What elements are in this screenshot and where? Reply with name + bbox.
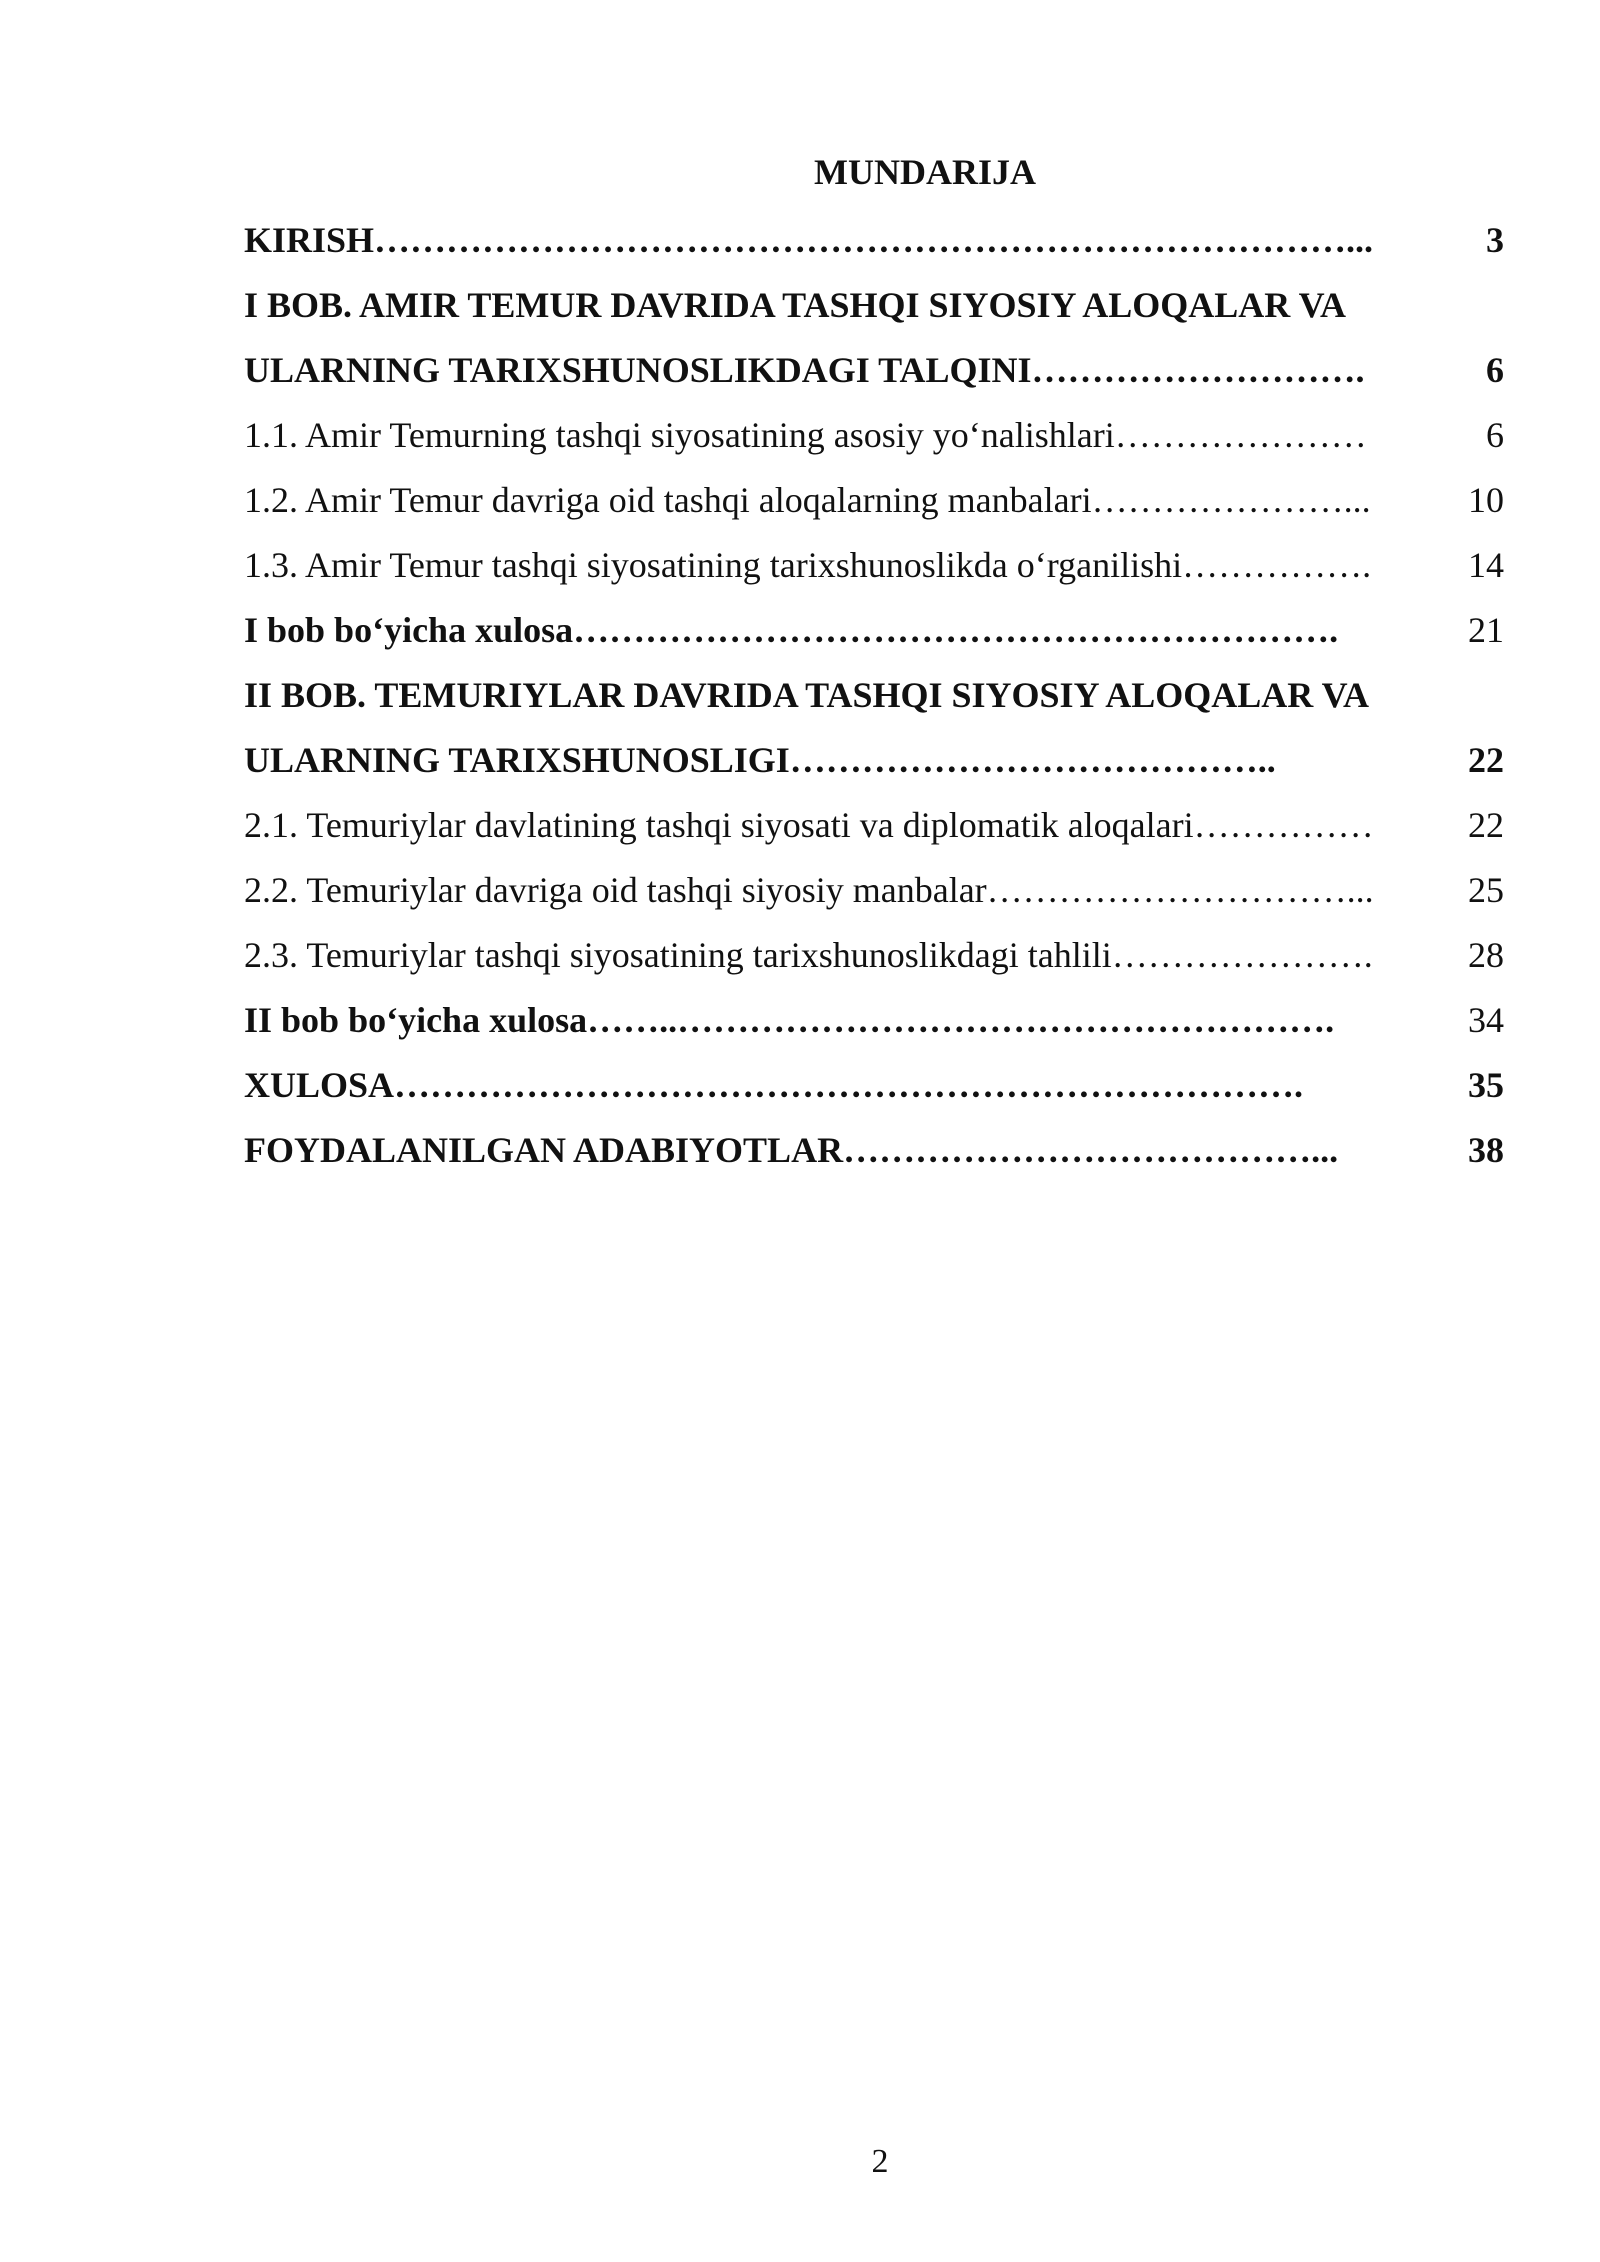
table-of-contents <box>244 208 1504 1183</box>
toc-entry-page: 10 <box>1468 480 1504 520</box>
toc-entry-text: II bob boʻyicha xulosa……..………………………………………………. <box>244 1000 1335 1040</box>
toc-entry-page: 21 <box>1468 610 1504 650</box>
toc-entry-page: 34 <box>1468 1000 1504 1040</box>
toc-entry-section-1-1 <box>244 403 1504 468</box>
toc-entry-text: II BOB. TEMURIYLAR DAVRIDA TASHQI SIYOSIY ALOQALAR VA <box>244 675 1369 715</box>
toc-title: MUNDARIJA <box>814 152 1036 192</box>
toc-entry-page: 35 <box>1468 1065 1504 1105</box>
toc-entry-text: ULARNING TARIXSHUNOSLIKDAGI TALQINI………………………. <box>244 350 1365 390</box>
toc-entry-text: 2.1. Temuriylar davlatining tashqi siyosati va diplomatik aloqalari…………… <box>244 805 1374 845</box>
toc-entry-page: 22 <box>1468 805 1504 845</box>
toc-entry-section-1-2 <box>244 468 1504 533</box>
toc-entry-page: 6 <box>1486 350 1504 390</box>
toc-entry-section-2-3 <box>244 923 1504 988</box>
toc-entry-text: KIRISH………………………………………………………………………... <box>244 220 1374 260</box>
toc-entry-chapter-1-conclusion <box>244 598 1504 663</box>
toc-entry-text: 1.3. Amir Temur tashqi siyosatining tarixshunoslikda oʻrganilishi……………. <box>244 545 1372 585</box>
toc-entry-section-2-1 <box>244 793 1504 858</box>
toc-entry-page: 28 <box>1468 935 1504 975</box>
toc-entry-text: XULOSA…………………………………………………………………. <box>244 1065 1304 1105</box>
toc-entry-chapter-2-line-2 <box>244 728 1504 793</box>
toc-entry-section-1-3 <box>244 533 1504 598</box>
toc-entry-chapter-1-line-1 <box>244 273 1504 338</box>
toc-entry-text: 1.2. Amir Temur davriga oid tashqi aloqalarning manbalari…………………... <box>244 480 1371 520</box>
toc-entry-text: 1.1. Amir Temurning tashqi siyosatining asosiy yoʻnalishlari………………… <box>244 415 1367 455</box>
toc-entry-text: I bob boʻyicha xulosa………………………………………………………. <box>244 610 1339 650</box>
toc-entry-page: 6 <box>1486 415 1504 455</box>
toc-entry-chapter-2-conclusion <box>244 988 1504 1053</box>
toc-entry-xulosa <box>244 1053 1504 1118</box>
toc-entry-text: I BOB. AMIR TEMUR DAVRIDA TASHQI SIYOSIY ALOQALAR VA <box>244 285 1346 325</box>
toc-entry-page: 38 <box>1468 1130 1504 1170</box>
toc-entry-text: 2.3. Temuriylar tashqi siyosatining tarixshunoslikdagi tahlili…………………. <box>244 935 1373 975</box>
toc-entry-text: 2.2. Temuriylar davriga oid tashqi siyosiy manbalar…………………………... <box>244 870 1374 910</box>
toc-entry-bibliography <box>244 1118 1504 1183</box>
toc-entry-page <box>1424 663 1504 728</box>
toc-entry-page: 3 <box>1486 220 1504 260</box>
toc-entry-section-2-2 <box>244 858 1504 923</box>
toc-entry-page <box>1424 273 1504 338</box>
toc-entry-page: 22 <box>1468 740 1504 780</box>
toc-entry-page: 14 <box>1468 545 1504 585</box>
toc-entry-kirish <box>244 208 1504 273</box>
toc-entry-text: ULARNING TARIXSHUNOSLIGI………………………………….. <box>244 740 1276 780</box>
toc-entry-page: 25 <box>1468 870 1504 910</box>
toc-entry-text: FOYDALANILGAN ADABIYOTLAR…………………………………... <box>244 1130 1339 1170</box>
toc-entry-chapter-2-line-1 <box>244 663 1504 728</box>
toc-entry-chapter-1-line-2 <box>244 338 1504 403</box>
page-number: 2 <box>871 2143 889 2180</box>
